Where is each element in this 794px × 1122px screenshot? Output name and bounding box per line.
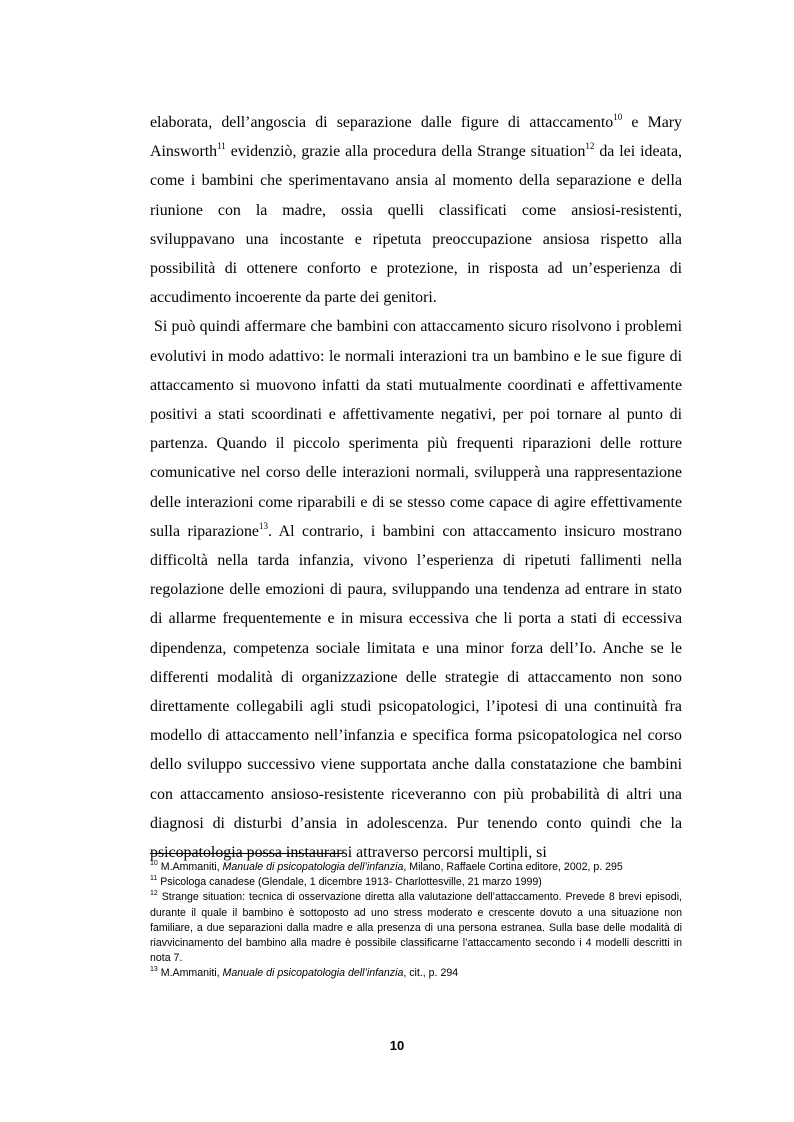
footnote-ref-12[interactable]: 12 — [585, 141, 595, 152]
footnote-text: M.Ammaniti, — [157, 861, 223, 873]
footnote-number: 11 — [150, 875, 158, 883]
text-run: e Mary Ainsworth — [150, 114, 683, 161]
footnote-text: Psicologa canadese (Glendale, 1 dicembre 1913- Charlottesville, 21 marzo 1999) — [157, 876, 542, 889]
text-run: evidenziò, grazie alla procedura della Strange situation — [225, 143, 586, 161]
footnote-text: M.Ammaniti, — [157, 967, 223, 980]
footnote-ref-13[interactable]: 13 — [259, 520, 268, 531]
footnotes — [150, 860, 682, 982]
text-run: . Al contrario, i bambini con attaccamento insicuro mostrano difficoltà nella tarda infanzia, vivono l’esperienza di ripetuti fallimenti nella regolazione delle emozioni di paura, sviluppando una tendenza ad entrare in stato di allarme frequentemente e in misura eccessiva che li porta a stati di eccessiva dipendenza, competenza sociale limitata e una minor forza dell’Io. Anche se le differenti modalità di organizzazione delle strategie di attaccamento non sono direttamente collegabili agli studi psicopatologici, l’ipotesi di una continuità fra modello di attaccamento nell’infanzia e specifica forma psicopatologica nel corso dello sviluppo successivo viene supportata anche dalla constatazione che bambini con attaccamento ansioso-resistente riceveranno con più probabilità di altri una diagnosi di disturbi d’ansia in adolescenza. Pur tenendo conto quindi che la psicopatologia possa instaurarsi attraverso percorsi multipli, si — [150, 522, 683, 862]
footnote-number: 13 — [150, 966, 158, 974]
footnote-ref-10[interactable]: 10 — [613, 112, 623, 122]
footnote-text: , Milano, Raffaele Cortina editore, 2002, p. 295 — [403, 861, 623, 873]
footnote-ref-11[interactable]: 11 — [217, 141, 226, 152]
footnote-title: Manuale di psicopatologia dell’infanzia — [222, 967, 404, 980]
footnote-title: Manuale di psicopatologia dell’infanzia — [222, 861, 404, 873]
paragraph — [150, 312, 682, 867]
footnote-text: Strange situation: tecnica di osservazione diretta alla valutazione dell’attaccamento. Prevede 8 brevi episodi, durante il quale il bambino è sottoposto ad uno stress moderato e crescente dovuto a una situazione non familiare, a due separazioni dalla madre e alla presenza di una persona estranea. Sulla base delle modalità di riavvicinamento del bambino alla madre è possibile classificarne l’attaccamento secondo i 4 modelli descritti in nota 7. — [150, 891, 682, 965]
footnote-number: 12 — [150, 890, 158, 898]
footnote-12 — [150, 890, 682, 966]
footnote-separator — [150, 853, 343, 854]
page-number: 10 — [389, 1038, 405, 1053]
text-run: elaborata, dell’angoscia di separazione dalle figure di attaccamento — [150, 114, 614, 131]
paragraph — [150, 108, 682, 312]
main-text — [150, 108, 682, 867]
footnote-10 — [150, 860, 682, 875]
footnote-13 — [150, 966, 682, 981]
footnote-number: 10 — [150, 860, 158, 867]
text-run: Si può quindi affermare che bambini con attaccamento sicuro risolvono i problemi evolutivi in modo adattivo: le normali interazioni tra un bambino e le sue figure di attaccamento si muovono infatti da stati mutualmente coordinati e affettivamente positivi a stati scoordinati e affettivamente negativi, per poi tornare al punto di partenza. Quando il piccolo sperimenta più frequenti riparazioni delle rotture comunicative nel corso delle interazioni normali, svilupperà una rappresentazione delle interazioni come riparabili e di se stesso come capace di agire effettivamente sulla riparazione — [150, 318, 682, 540]
footnote-11 — [150, 875, 682, 890]
text-run: da lei ideata, come i bambini che sperimentavano ansia al momento della separazione e della riunione con la madre, ossia quelli classificati come ansiosi-resistenti, sviluppavano una incostante e ripetuta preoccupazione ansiosa rispetto alla possibilità di ottenere conforto e protezione, in risposta ad un’esperienza di accudimento incoerente da parte dei genitori. — [150, 143, 682, 307]
footnote-text: , cit., p. 294 — [403, 967, 459, 980]
